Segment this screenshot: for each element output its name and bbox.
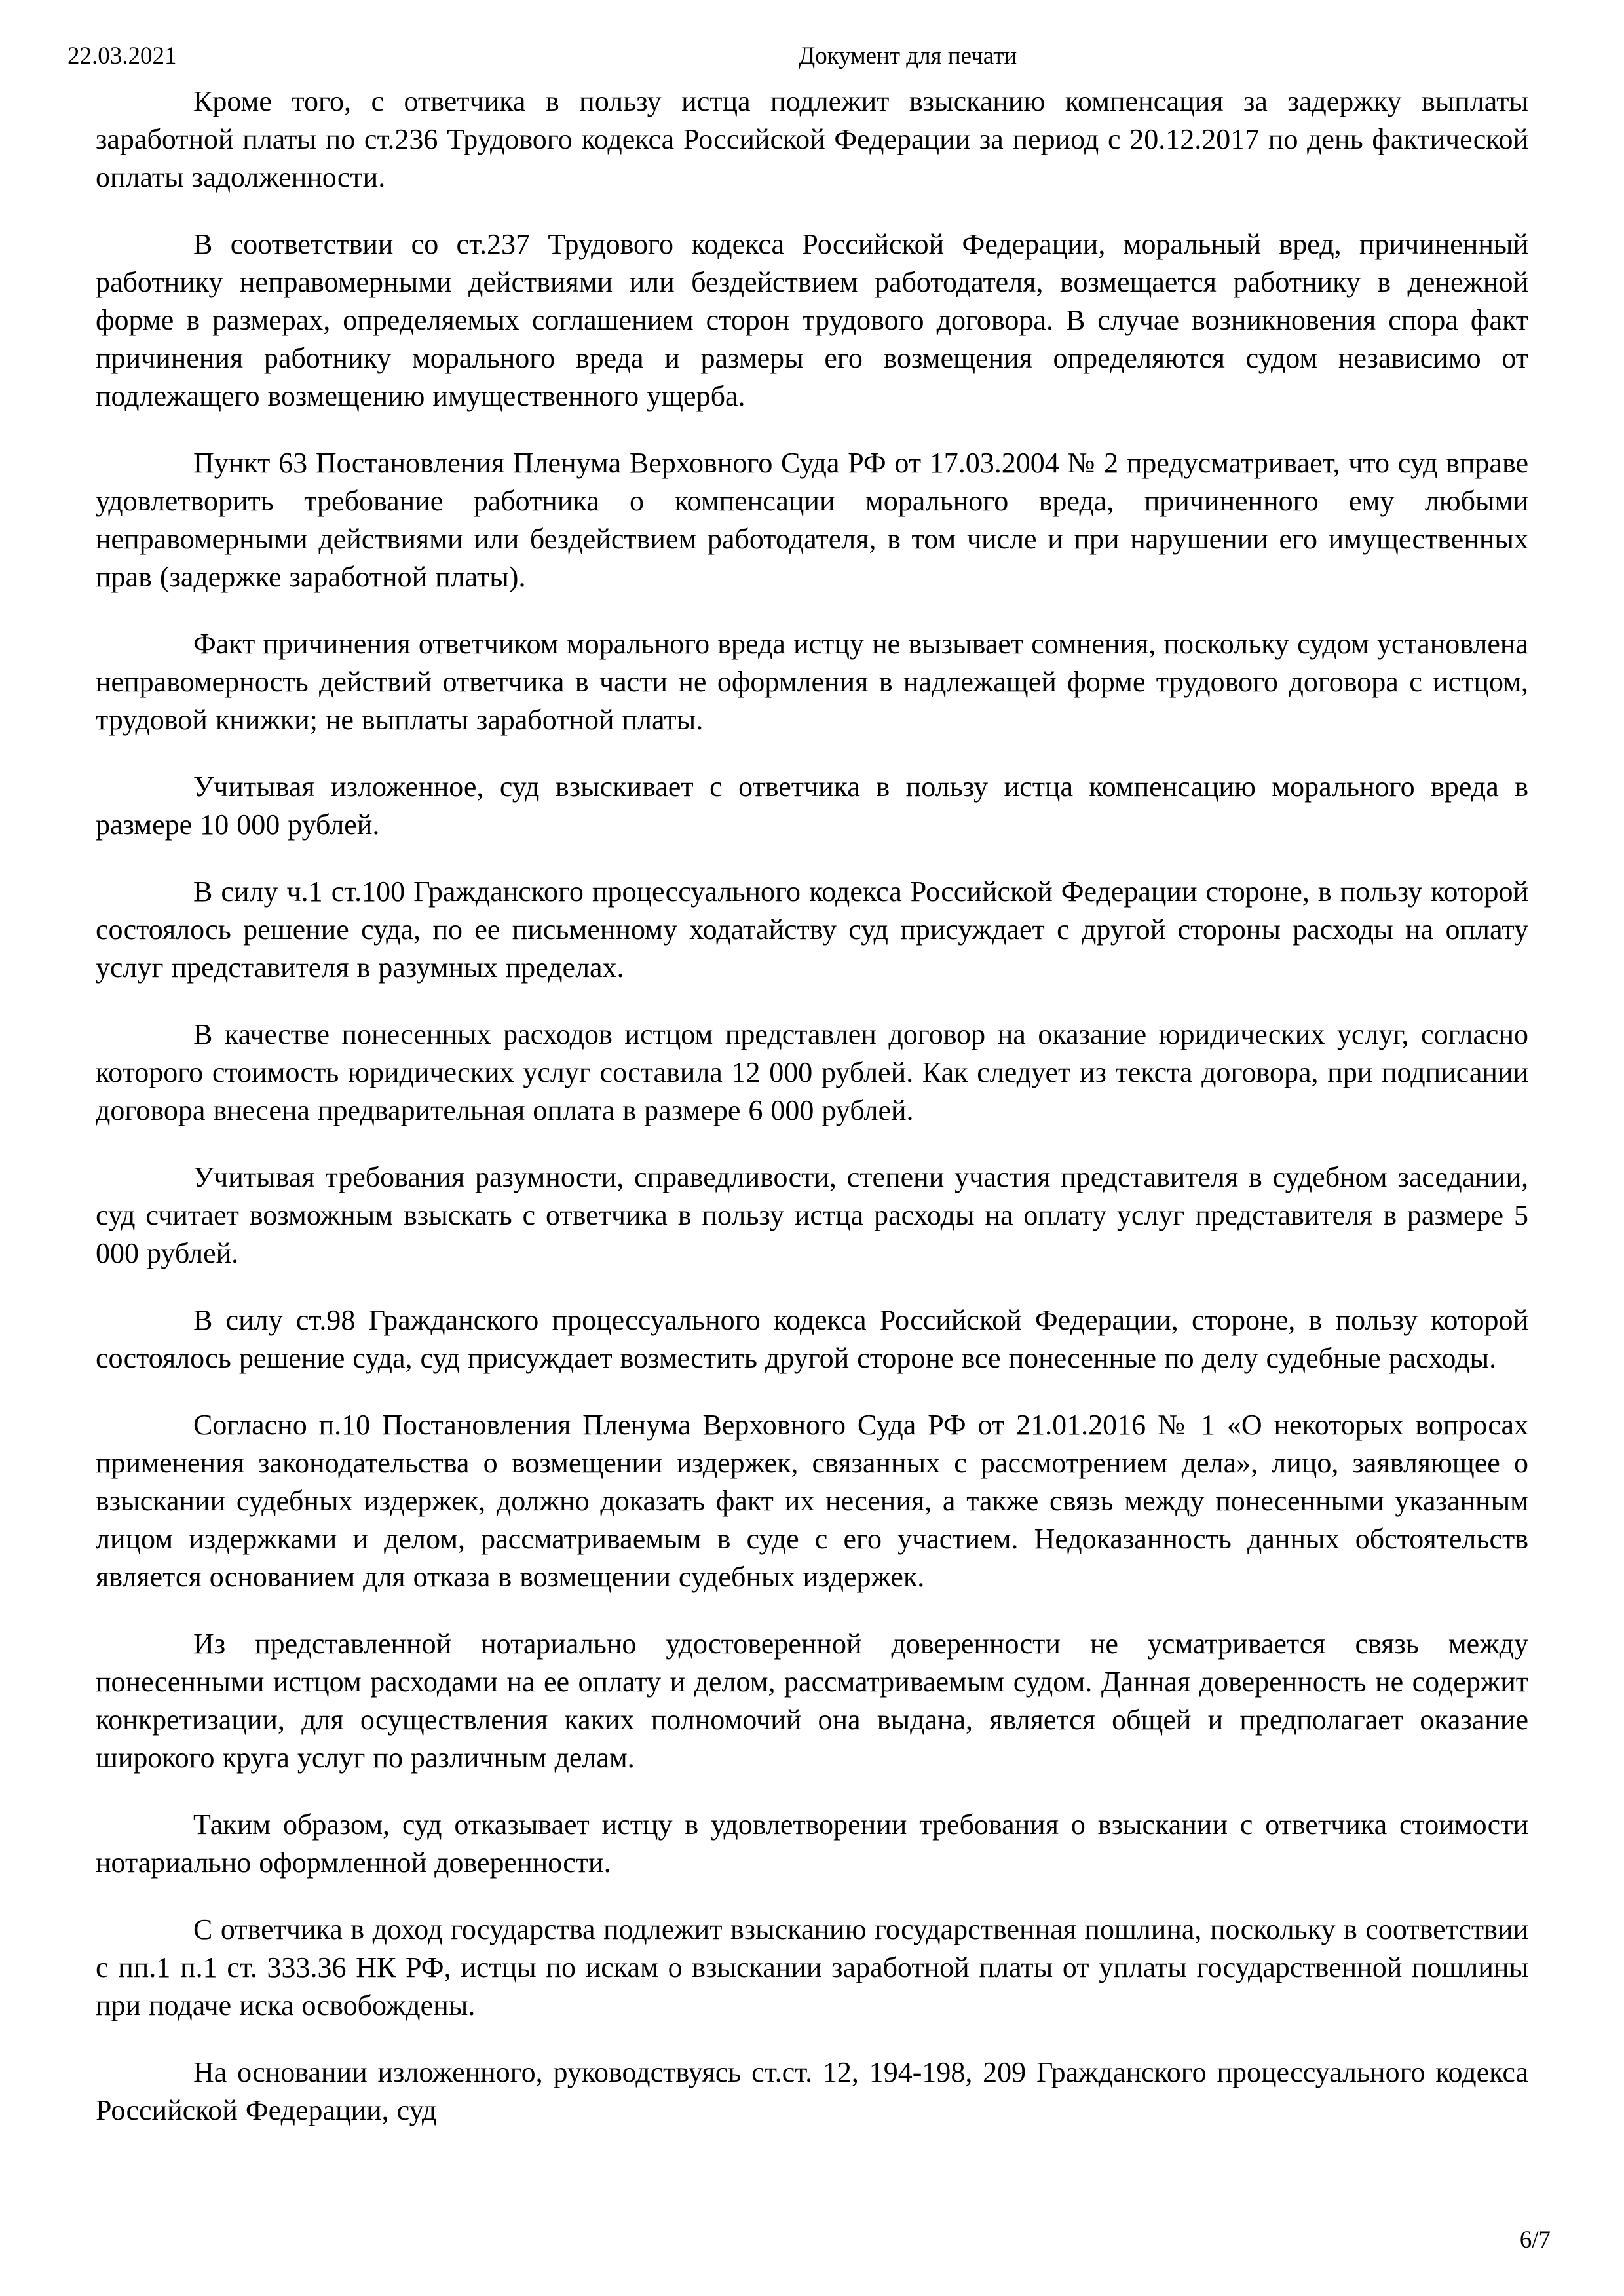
document-paragraph: Кроме того, с ответчика в пользу истца подлежит взысканию компенсация за задержку выплаты заработной платы по ст.236 Трудового кодекса Российской Федерации за период с 20.12.2017 по день фактической оплаты задолженности.: [96, 85, 1528, 193]
document-paragraph: В силу ст.98 Гражданского процессуального кодекса Российской Федерации, стороне, в пользу которой состоялось решение суда, суд присуждает возместить другой стороне все понесенные по делу судебные расходы.: [96, 1304, 1528, 1374]
document-body: [96, 83, 1528, 2158]
document-paragraph: Учитывая требования разумности, справедливости, степени участия представителя в судебном заседании, суд считает возможным взыскать с ответчика в пользу истца расходы на оплату услуг представителя в размере 5 000 рублей.: [96, 1161, 1528, 1269]
document-paragraph: Пункт 63 Постановления Пленума Верховного Суда РФ от 17.03.2004 № 2 предусматривает, что суд вправе удовлетворить требование работника о компенсации морального вреда, причиненного ему любыми неправомерными действиями или бездействием работодателя, в том числе и при нарушении его имущественных прав (задержке заработной платы).: [96, 447, 1528, 593]
print-date: 22.03.2021: [67, 43, 177, 69]
print-header: [0, 42, 1624, 73]
document-paragraph: Таким образом, суд отказывает истцу в удовлетворении требования о взыскании с ответчика стоимости нотариально оформленной доверенности.: [96, 1808, 1528, 1879]
print-title: Документ для печати: [799, 43, 1017, 69]
document-paragraph: В качестве понесенных расходов истцом представлен договор на оказание юридических услуг, согласно которого стоимость юридических услуг составила 12 000 рублей. Как следует из текста договора, при подписании договора внесена предварительная оплата в размере 6 000 рублей.: [96, 1018, 1528, 1126]
document-paragraph: Факт причинения ответчиком морального вреда истцу не вызывает сомнения, поскольку судом установлена неправомерность действий ответчика в части не оформления в надлежащей форме трудового договора с истцом, трудовой книжки; не выплаты заработной платы.: [96, 628, 1528, 736]
document-paragraph: Из представленной нотариально удостоверенной доверенности не усматривается связь между понесенными истцом расходами на ее оплату и делом, рассматриваемым судом. Данная доверенность не содержит конкретизации, для осуществления каких полномочий она выдана, является общей и предполагает оказание широкого круга услуг по различным делам.: [96, 1628, 1528, 1774]
document-paragraph: Согласно п.10 Постановления Пленума Верховного Суда РФ от 21.01.2016 № 1 «О некоторых вопросах применения законодательства о возмещении издержек, связанных с рассмотрением дела», лицо, заявляющее о взыскании судебных издержек, должно доказать факт их несения, а также связь между понесенными указанным лицом издержками и делом, рассматриваемым в суде с его участием. Недоказанность данных обстоятельств является основанием для отказа в возмещении судебных издержек.: [96, 1409, 1528, 1593]
document-paragraph: С ответчика в доход государства подлежит взысканию государственная пошлина, поскольку в соответствии с пп.1 п.1 ст. 333.36 НК РФ, истцы по искам о взыскании заработной платы от уплаты государственной пошлины при подаче иска освобождены.: [96, 1913, 1528, 2021]
document-paragraph: В соответствии со ст.237 Трудового кодекса Российской Федерации, моральный вред, причиненный работнику неправомерными действиями или бездействием работодателя, возмещается работнику в денежной форме в размерах, определяемых соглашением сторон трудового договора. В случае возникновения спора факт причинения работнику морального вреда и размеры его возмещения определяются судом независимо от подлежащего возмещению имущественного ущерба.: [96, 228, 1528, 412]
page-number: 6/7: [1519, 2227, 1551, 2253]
document-paragraph: На основании изложенного, руководствуясь ст.ст. 12, 194-198, 209 Гражданского процессуального кодекса Российской Федерации, суд: [96, 2056, 1528, 2126]
document-paragraph: В силу ч.1 ст.100 Гражданского процессуального кодекса Российской Федерации стороне, в пользу которой состоялось решение суда, по ее письменному ходатайству суд присуждает с другой стороны расходы на оплату услуг представителя в разумных пределах.: [96, 875, 1528, 984]
print-footer: [1520, 2227, 1551, 2254]
document-paragraph: Учитывая изложенное, суд взыскивает с ответчика в пользу истца компенсацию морального вреда в размере 10 000 рублей.: [96, 771, 1528, 841]
